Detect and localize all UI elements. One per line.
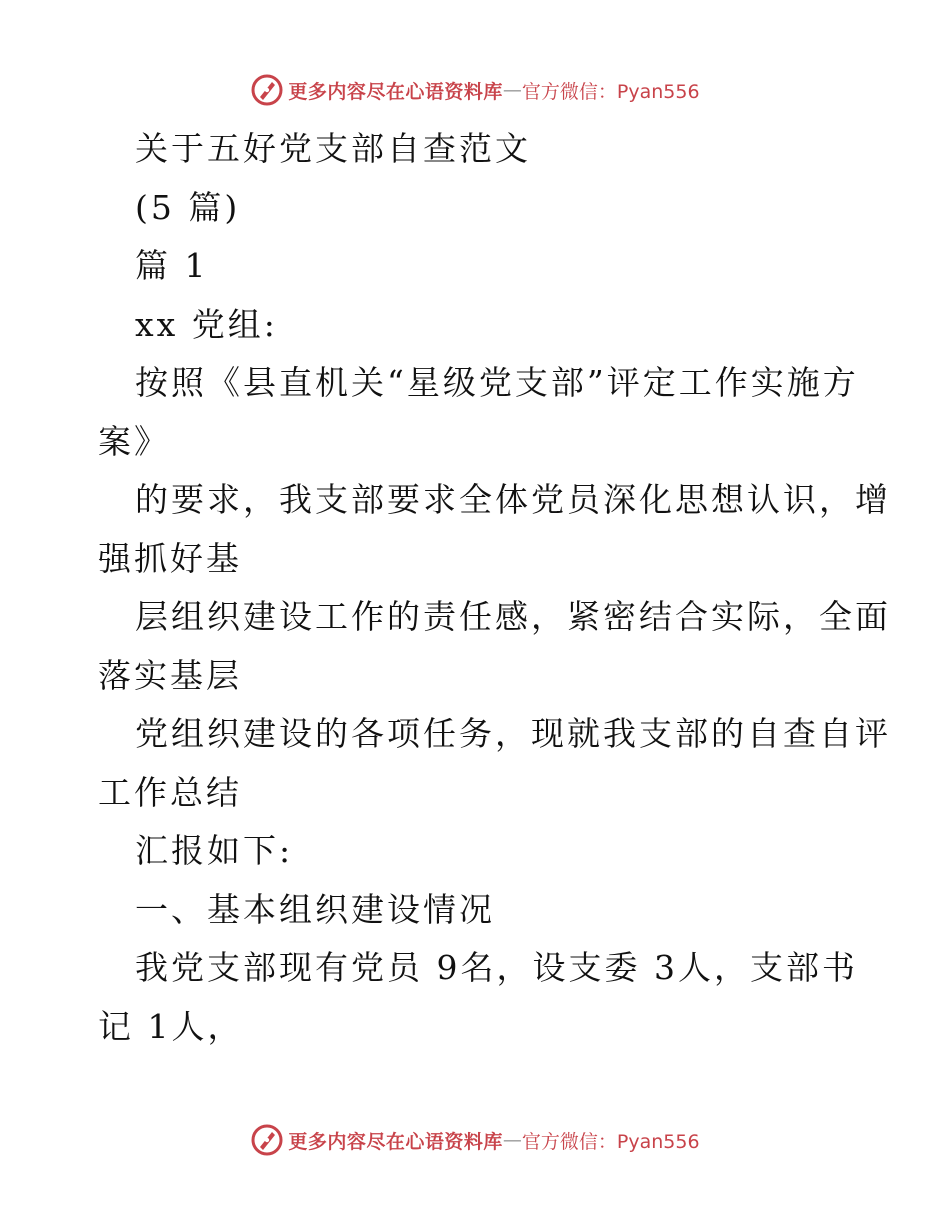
text-line: 的要求，我支部要求全体党员深化思想认识，增: [135, 480, 891, 519]
text-line: 工作总结: [98, 772, 242, 812]
banner-site-text: 更多内容尽在心语资料库: [288, 80, 503, 103]
text-line: 案》: [98, 421, 170, 461]
document-subtitle: (5 篇): [135, 187, 241, 227]
paragraph-lines: [98, 296, 891, 1057]
section-heading: 篇 1: [135, 246, 209, 285]
text-line: 我党支部现有党员 9名，设支委 3人，支部书: [135, 948, 858, 987]
pen-logo-icon: [250, 73, 284, 107]
banner-site-text: 更多内容尽在心语资料库: [288, 1130, 503, 1153]
text-line: 一、基本组织建设情况: [135, 889, 495, 929]
document-body: [98, 120, 891, 1056]
text-line: 党组织建设的各项任务，现就我支部的自查自评: [135, 714, 891, 753]
pen-logo-icon: [250, 1123, 284, 1157]
footer-banner: [0, 1120, 950, 1160]
banner-wechat-text: 官方微信：Pyan556: [521, 80, 700, 103]
document-title: 关于五好党支部自查范文: [135, 129, 531, 168]
banner-separator: —: [502, 79, 522, 101]
text-line: 汇报如下:: [135, 831, 294, 870]
text-line: 落实基层: [98, 655, 242, 695]
text-line: 层组织建设工作的责任感，紧密结合实际，全面: [135, 597, 891, 636]
text-line: 按照《县直机关“星级党支部”评定工作实施方: [135, 363, 859, 402]
header-banner: [0, 70, 950, 110]
text-line: 强抓好基: [98, 538, 242, 578]
banner-separator: —: [502, 1129, 522, 1151]
text-line: 记 1人，: [98, 1006, 244, 1046]
text-line: xx 党组:: [135, 304, 278, 344]
banner-wechat-text: 官方微信：Pyan556: [521, 1130, 700, 1153]
